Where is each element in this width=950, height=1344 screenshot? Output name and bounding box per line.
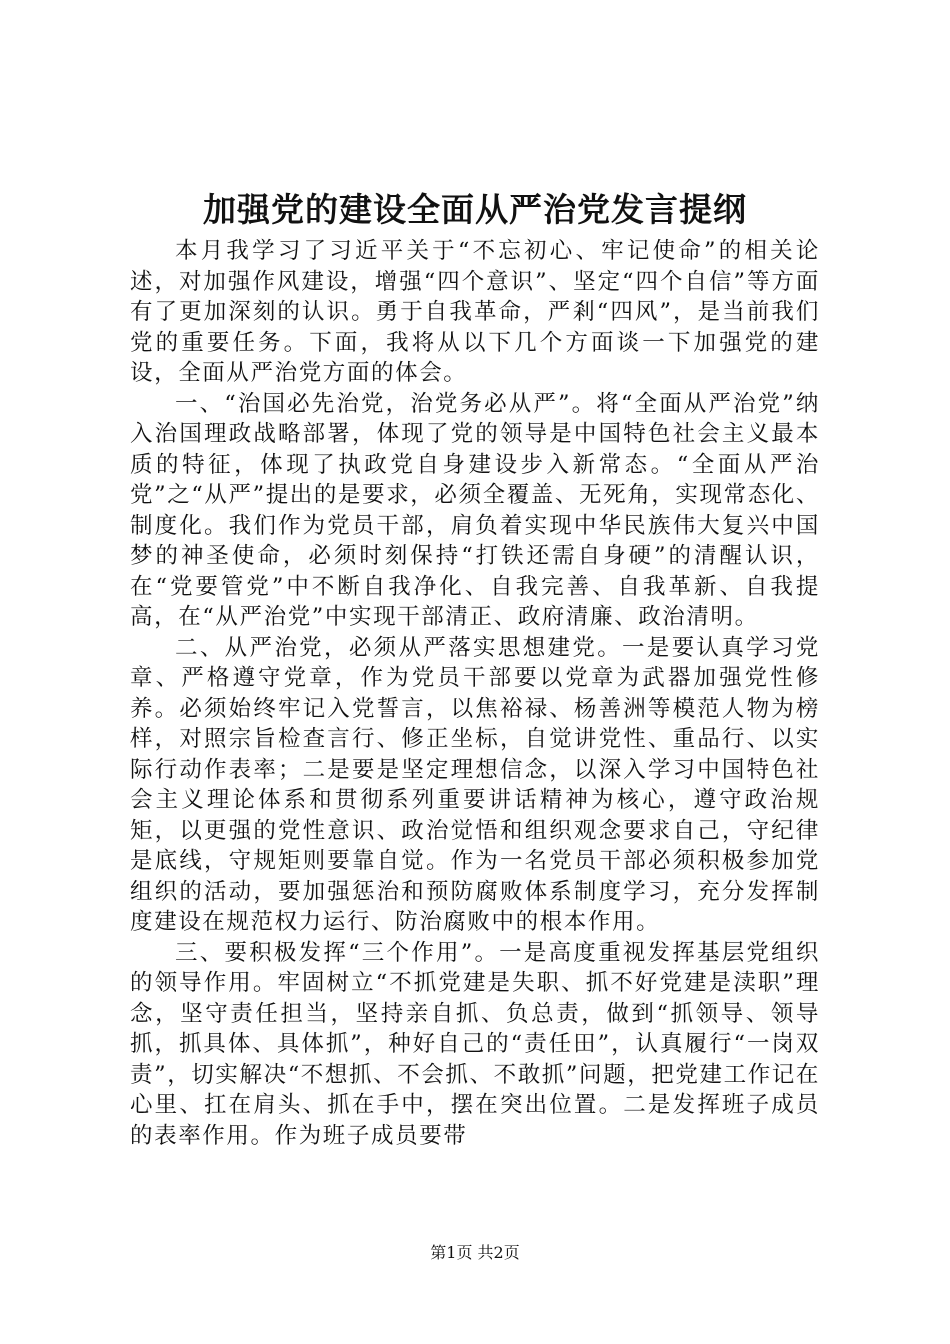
- document-title: 加强党的建设全面从严治党发言提纲: [203, 190, 747, 229]
- paragraph-intro: 本月我学习了习近平关于“不忘初心、牢记使命”的相关论述，对加强作风建设，增强“四个意识”、坚定“四个自信”等方面有了更加深刻的认识。勇于自我革命，严剎“四风”，是当前我们党的重要任务。下面，我将从以下几个方面谈一下加强党的建设，全面从严治党方面的体会。: [130, 238, 820, 386]
- page-footer: 第1页 共2页: [430, 1243, 520, 1262]
- paragraph-section-2: 二、从严治党，必须从严落实思想建党。一是要认真学习党章、严格遵守党章，作为党员干部要以党章为武器加强党性修养。必须始终牢记入党誓言，以焦裕禄、杨善洲等模范人物为榜样，对照宗旨检查言行、修正坐标，自觉讲党性、重品行、以实际行动作表率；二是要是坚定理想信念，以深入学习中国特色社会主义理论体系和贯彻系列重要讲话精神为核心，遵守政治规矩，以更强的党性意识、政治觉悟和组织观念要求自己，守纪律是底线，守规矩则要靠自觉。作为一名党员干部必须积极参加党组织的活动，要加强惩治和预防腐败体系制度学习，充分发挥制度建设在规范权力运行、防治腐败中的根本作用。: [130, 634, 820, 935]
- paragraph-section-1: 一、“治国必先治党，治党务必从严”。将“全面从严治党”纳入治国理政战略部署，体现了党的领导是中国特色社会主义最本质的特征，体现了执政党自身建设步入新常态。“全面从严治党”之“从严”提出的是要求，必须全覆盖、无死角，实现常态化、制度化。我们作为党员干部，肩负着实现中华民族伟大复兴中国梦的神圣使命，必须时刻保持“打铁还需自身硬”的清醒认识，在“党要管党”中不断自我净化、自我完善、自我革新、自我提高，在“从严治党”中实现干部清正、政府清廉、政治清明。: [130, 390, 821, 630]
- document-body: [130, 236, 820, 1151]
- paragraph-section-3: 三、要积极发挥“三个作用”。一是高度重视发挥基层党组织的领导作用。牢固树立“不抓党建是失职、抓不好党建是渎职”理念，坚守责任担当，坚持亲自抓、负总责，做到“抓领导、领导抓，抓具体、具体抓”，种好自己的“责任田”，认真履行“一岗双责”，切实解决“不想抓、不会抓、不敢抓”问题，把党建工作记在心里、扛在肩头、抓在手中，摆在突出位置。二是发挥班子成员的表率作用。作为班子成员要带: [130, 939, 821, 1149]
